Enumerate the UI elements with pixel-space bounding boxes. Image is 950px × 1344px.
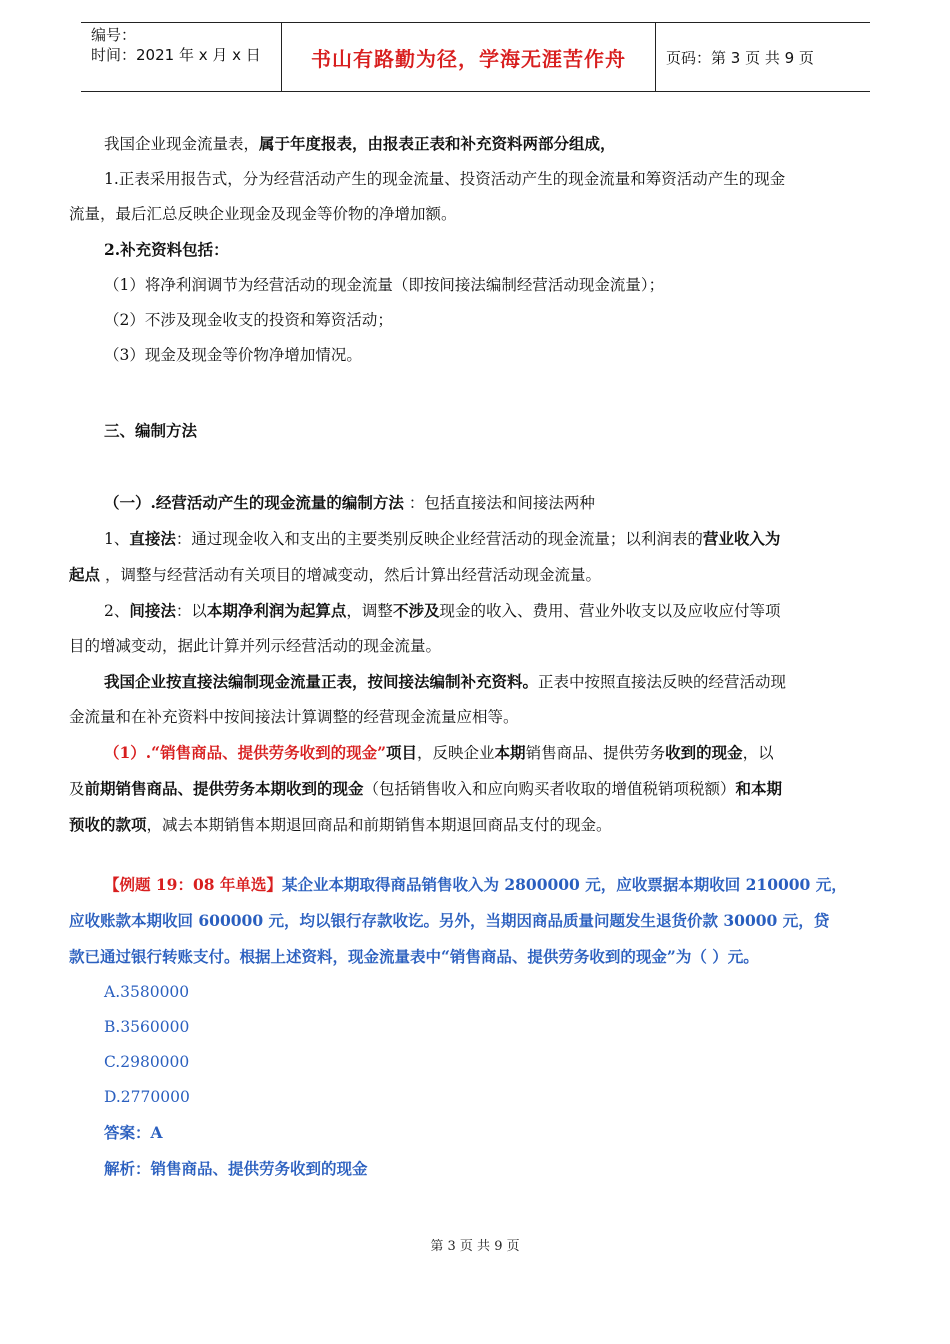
- header-page-info: 页码：第 3 页 共 9 页: [666, 48, 814, 67]
- china-practice: [69, 664, 884, 700]
- item-1-text-3: ，以: [742, 744, 774, 762]
- item-1-cont-2: [69, 807, 884, 843]
- list-item-1: （1）将净利润调节为经营活动的现金流量（即按间接法编制经营活动现金流量）；: [104, 276, 665, 294]
- intro-text: 我国企业现金流量表，: [104, 135, 260, 153]
- paragraph-2: [69, 232, 884, 268]
- paragraph-1: [69, 162, 884, 197]
- option-b: B.3560000: [104, 1018, 190, 1036]
- item-1-text-6: ，减去本期销售本期退回商品和前期销售本期退回商品支付的现金。: [146, 816, 612, 834]
- example-tag: 【例题 19：08 年单选】: [104, 875, 282, 894]
- item-1-bold-5: 和本期: [735, 779, 783, 798]
- direct-bold: 营业收入为: [702, 529, 781, 548]
- p3-bold: 2.补充资料包括：: [104, 240, 229, 259]
- header-meta: [81, 23, 282, 91]
- document-body: [69, 126, 884, 1187]
- answer-text: 答案：A: [104, 1123, 163, 1142]
- example-q1: 某企业本期取得商品销售收入为 2800000 元，应收票据本期收回 210000 元，: [281, 875, 847, 894]
- indirect-num: 2、: [104, 602, 130, 620]
- direct-text-2: ，调整与经营活动有关项目的增减变动，然后计算出经营活动现金流量。: [100, 566, 601, 584]
- example-q2: 应收账款本期收回 600000 元，均以银行存款收讫。另外，当期因商品质量问题发生退货价款 30000 元，贷: [69, 911, 830, 930]
- answer: [69, 1115, 884, 1151]
- example-q3: 款已通过银行转账支付。根据上述资料，现金流量表中“销售商品、提供劳务收到的现金”为（ ）元。: [69, 947, 759, 966]
- option-a: A.3580000: [104, 983, 190, 1001]
- p2-text: 1.正表采用报告式，分为经营活动产生的现金流量、投资活动产生的现金流量和筹资活动产生的现金: [104, 170, 786, 188]
- intro-bold: 属于年度报表，由报表正表和补充资料两部分组成，: [259, 134, 616, 153]
- item-1-text-2: 销售商品、提供劳务: [525, 744, 666, 762]
- item-1-bold: 项目: [386, 743, 418, 762]
- item-1-bold-2: 本期: [494, 743, 526, 762]
- analysis-text: 解析：销售商品、提供劳务收到的现金: [104, 1159, 368, 1178]
- indirect-text-2: ，调整: [346, 602, 393, 620]
- china-practice-bold: 我国企业按直接法编制现金流量正表，按间接法编制补充资料。: [104, 672, 539, 691]
- indirect-bold-2: 不涉及: [392, 601, 440, 620]
- indirect-text-3: 现金的收入、费用、营业外收支以及应收应付等项: [439, 602, 781, 620]
- item-1-text: ，反映企业: [417, 744, 495, 762]
- direct-method-cont: [69, 557, 884, 593]
- china-practice-cont: 金流量和在补充资料中按间接法计算调整的经营现金流量应相等。: [69, 708, 519, 726]
- indirect-bold-1: 本期净利润为起算点: [206, 601, 347, 620]
- paragraph-intro: [69, 126, 884, 162]
- china-practice-text: 正表中按照直接法反映的经营活动现: [538, 673, 787, 691]
- example-question-3: [69, 939, 884, 975]
- sub-heading-bold: （一）.经营活动产生的现金流量的编制方法: [104, 493, 404, 512]
- sub-heading: [69, 485, 884, 521]
- list-item-3: （3）现金及现金等价物净增加情况。: [104, 346, 362, 364]
- item-1-red: （1）.“销售商品、提供劳务收到的现金”: [104, 743, 387, 762]
- page-footer: 第 3 页 共 9 页: [430, 1239, 520, 1254]
- indirect-method: [69, 593, 884, 629]
- header-motto: 书山有路勤为径，学海无涯苦作舟: [282, 23, 656, 91]
- example-question-2: [69, 903, 884, 939]
- analysis: [69, 1151, 884, 1187]
- option-d: D.2770000: [104, 1088, 190, 1106]
- item-1-bold-6: 预收的款项: [69, 815, 147, 834]
- list-item-2: （2）不涉及现金收支的投资和筹资活动；: [104, 311, 393, 329]
- direct-num: 1、: [104, 530, 130, 548]
- number-label: 编号：: [91, 26, 137, 44]
- item-1-bold-3: 收到的现金: [665, 743, 743, 762]
- section-title: [69, 413, 884, 449]
- item-1-bold-4: 前期销售商品、提供劳务本期收到的现金: [84, 779, 364, 798]
- item-1-text-5: （包括销售收入和应向购买者收取的增值税销项税额）: [363, 780, 736, 798]
- paragraph-1-cont: 流量，最后汇总反映企业现金及现金等价物的净增加额。: [69, 205, 457, 223]
- option-c: C.2980000: [104, 1053, 190, 1071]
- page-header: [81, 22, 870, 92]
- direct-bold-2: 起点: [69, 565, 101, 584]
- indirect-method-cont: 目的增减变动，据此计算并列示经营活动的现金流量。: [69, 637, 442, 655]
- direct-term: 直接法: [129, 529, 176, 548]
- direct-text: ：通过现金收入和支出的主要类别反映企业经营活动的现金流量；以利润表的: [175, 530, 703, 548]
- indirect-text-1: ：以: [175, 602, 207, 620]
- time-label: 时间：2021 年 x 月 x 日: [91, 46, 261, 64]
- section-title-text: 三、编制方法: [104, 421, 198, 440]
- item-1-cont: [69, 771, 884, 807]
- indirect-term: 间接法: [129, 601, 176, 620]
- example-question: [69, 867, 884, 903]
- item-1: [69, 735, 884, 771]
- item-1-text-4: 及: [69, 780, 85, 798]
- direct-method: [69, 521, 884, 557]
- sub-heading-text: ：包括直接法和间接法两种: [403, 494, 595, 512]
